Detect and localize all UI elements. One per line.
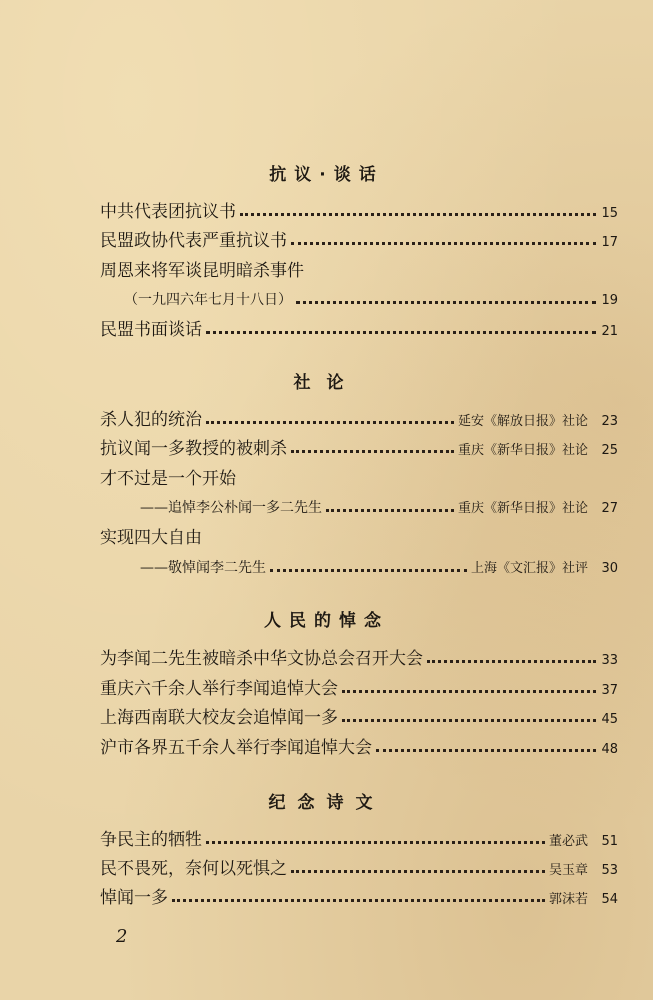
leader-dots: [427, 660, 596, 663]
leader-dots: [291, 450, 454, 453]
entry-title: 上海西南联大校友会追悼闻一多: [100, 708, 338, 728]
entry-title: 民盟政协代表严重抗议书: [100, 231, 287, 251]
entry-title[interactable]: 实现四大自由: [100, 528, 202, 548]
entry-page-number: 33: [601, 653, 618, 668]
entry-title[interactable]: 才不过是一个开始: [100, 469, 236, 489]
leader-dots: [296, 301, 596, 304]
entry-source: 延安《解放日报》社论: [457, 414, 588, 429]
entry-subtitle: ——敬悼闻李二先生: [140, 560, 266, 576]
entry-page-number: 25: [601, 443, 618, 458]
entry-title: 沪市各界五千余人举行李闻追悼大会: [100, 738, 372, 758]
entry-page-number: 15: [601, 206, 618, 221]
leader-dots: [376, 749, 596, 752]
toc-entry[interactable]: [140, 556, 618, 580]
leader-dots: [291, 242, 596, 245]
entry-title: 重庆六千余人举行李闻追悼大会: [100, 679, 338, 699]
toc-entry[interactable]: [100, 706, 618, 730]
toc-entry[interactable]: [124, 288, 618, 312]
section-heading-poems: 纪念诗文: [268, 793, 385, 813]
entry-author: 董必武: [548, 834, 588, 849]
leader-dots: [206, 421, 454, 424]
entry-source: 重庆《新华日报》社论: [457, 501, 588, 516]
leader-dots: [342, 690, 596, 693]
entry-page-number: 17: [601, 235, 618, 250]
section-heading-editorials: 社论: [293, 373, 360, 393]
entry-page-number: 30: [601, 561, 618, 576]
entry-author: 吴玉章: [548, 863, 588, 878]
toc-entry[interactable]: [100, 408, 618, 432]
entry-title: 民不畏死，奈何以死惧之: [100, 859, 287, 879]
entry-page-number: 45: [601, 712, 618, 727]
toc-entry[interactable]: [100, 437, 618, 461]
entry-subtitle: ——追悼李公朴闻一多二先生: [140, 500, 322, 516]
section-heading-mourning: 人民的悼念: [264, 611, 389, 631]
leader-dots: [291, 870, 545, 873]
entry-title: 争民主的牺牲: [100, 830, 202, 850]
page-number: 2: [116, 926, 128, 947]
section-heading-protest: 抗议·谈话: [269, 165, 384, 185]
entry-title: 杀人犯的统治: [100, 410, 202, 430]
entry-title: 悼闻一多: [100, 888, 168, 908]
toc-entry[interactable]: [100, 886, 618, 910]
entry-title[interactable]: 周恩来将军谈昆明暗杀事件: [100, 261, 304, 281]
entry-page-number: 51: [601, 834, 618, 849]
entry-page-number: 23: [601, 414, 618, 429]
toc-entry[interactable]: [100, 736, 618, 760]
leader-dots: [270, 569, 467, 572]
entry-page-number: 19: [601, 293, 618, 308]
toc-entry[interactable]: [100, 828, 618, 852]
entry-page-number: 54: [601, 892, 618, 907]
leader-dots: [240, 213, 596, 216]
leader-dots: [172, 899, 545, 902]
leader-dots: [206, 841, 545, 844]
entry-source: 重庆《新华日报》社论: [457, 443, 588, 458]
entry-page-number: 27: [601, 501, 618, 516]
entry-title: 中共代表团抗议书: [100, 202, 236, 222]
entry-subtitle: （一九四六年七月十八日）: [124, 292, 292, 308]
entry-page-number: 37: [601, 683, 618, 698]
toc-entry[interactable]: [100, 229, 618, 253]
entry-page-number: 48: [601, 742, 618, 757]
entry-page-number: 53: [601, 863, 618, 878]
leader-dots: [342, 719, 596, 722]
entry-title: 民盟书面谈话: [100, 320, 202, 340]
toc-entry[interactable]: [100, 318, 618, 342]
entry-title: 为李闻二先生被暗杀中华文协总会召开大会: [100, 649, 423, 669]
toc-entry[interactable]: [100, 677, 618, 701]
entry-title: 抗议闻一多教授的被刺杀: [100, 439, 287, 459]
toc-entry[interactable]: [100, 857, 618, 881]
toc-entry[interactable]: [100, 200, 618, 224]
entry-page-number: 21: [601, 324, 618, 339]
toc-entry[interactable]: [140, 496, 618, 520]
toc-entry[interactable]: [100, 647, 618, 671]
entry-source: 上海《文汇报》社评: [470, 561, 588, 576]
entry-author: 郭沫若: [548, 892, 588, 907]
leader-dots: [206, 331, 596, 334]
leader-dots: [326, 509, 454, 512]
